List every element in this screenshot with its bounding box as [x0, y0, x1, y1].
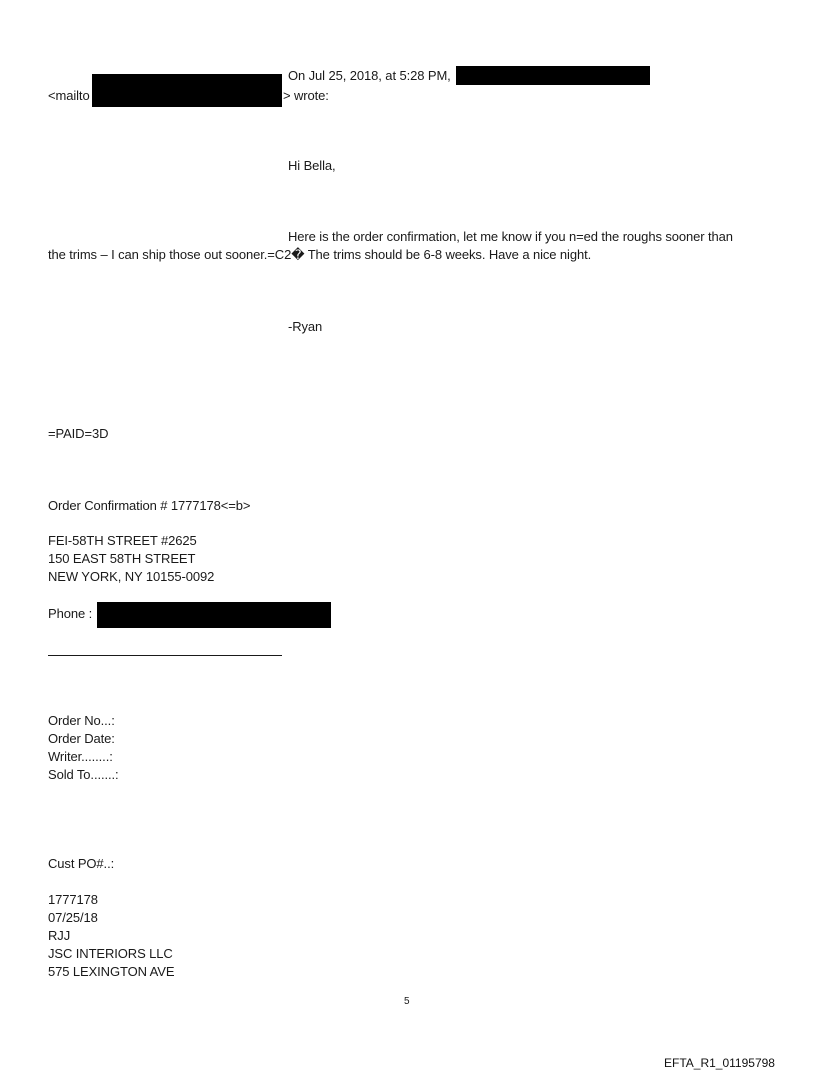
branch-street: 150 EAST 58TH STREET	[48, 551, 196, 566]
value-sold-to-name: JSC INTERIORS LLC	[48, 946, 173, 961]
signature: -Ryan	[288, 319, 323, 334]
email-header-line: On Jul 25, 2018, at 5:28 PM,	[288, 68, 451, 83]
field-label-sold-to: Sold To.......:	[48, 767, 119, 782]
branch-city: NEW YORK, NY 10155-0092	[48, 569, 215, 584]
mailto-prefix: <mailto	[48, 88, 90, 103]
body-line-1: Here is the order confirmation, let me know if you n=ed the roughs sooner than	[288, 229, 733, 244]
value-writer: RJJ	[48, 928, 71, 943]
greeting: Hi Bella,	[288, 158, 336, 173]
value-order-no: 1777178	[48, 892, 98, 907]
order-confirmation-title: Order Confirmation # 1777178<=b>	[48, 498, 251, 513]
wrote-text: > wrote:	[283, 88, 329, 103]
field-label-writer: Writer........:	[48, 749, 113, 764]
field-label-cust-po: Cust PO#..:	[48, 856, 115, 871]
value-order-date: 07/25/18	[48, 910, 98, 925]
redaction-block-email	[92, 74, 282, 107]
paid-marker: =PAID=3D	[48, 426, 109, 441]
page-number: 5	[404, 996, 410, 1007]
body-line-2: the trims – I can ship those out sooner.=C2� The trims should be 6-8 weeks. Have a nice night.	[48, 247, 592, 262]
branch-name: FEI-58TH STREET #2625	[48, 533, 197, 548]
field-label-order-date: Order Date:	[48, 731, 115, 746]
redaction-block-phone	[97, 602, 331, 628]
phone-label: Phone :	[48, 606, 93, 621]
field-label-order-no: Order No...:	[48, 713, 115, 728]
redaction-block-sender	[456, 66, 650, 85]
bates-number: EFTA_R1_01195798	[664, 1056, 775, 1070]
value-sold-to-address: 575 LEXINGTON AVE	[48, 964, 175, 979]
divider-line	[48, 655, 282, 656]
